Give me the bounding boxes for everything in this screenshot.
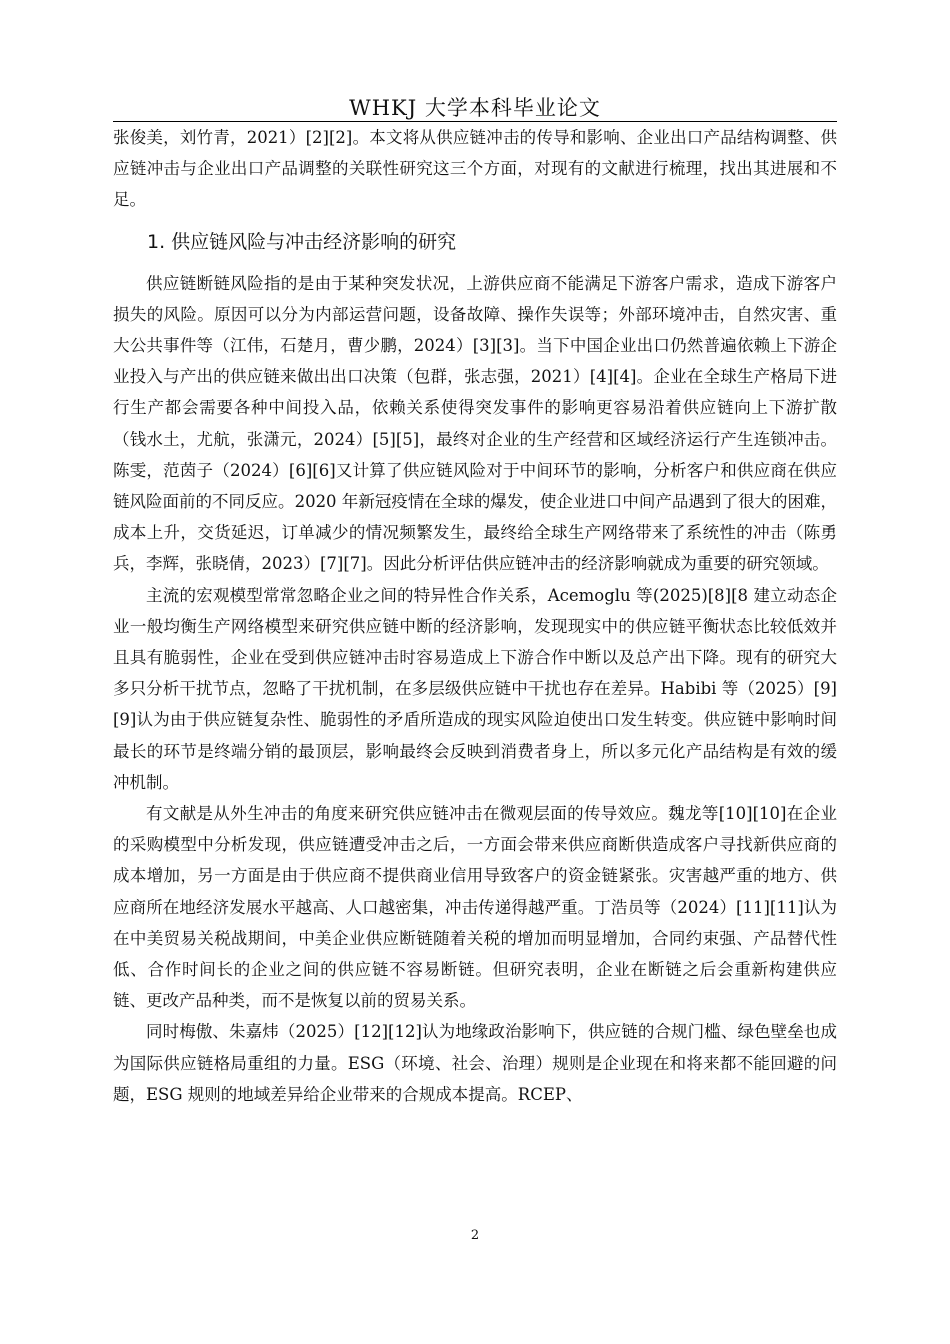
paragraph-geopolitics: 同时梅傲、朱嘉炜（2025）[12][12]认为地缘政治影响下，供应链的合规门槛、绿色壁垒也成为国际供应链格局重组的力量。ESG（环境、社会、治理）规则是企业现在和将来都不能回避的问题，ESG 规则的地域差异给企业带来的合规成本提高。RCEP、 [113,1022,837,1104]
page-number: 2 [470,1228,480,1243]
paragraph-supply-chain-risk: 供应链断链风险指的是由于某种突发状况，上游供应商不能满足下游客户需求，造成下游客户损失的风险。原因可以分为内部运营问题，设备故障、操作失误等；外部环境冲击，自然灾害、重大公共事件等（江伟，石楚月，曹少鹏，2024）[3][3]。当下中国企业出口仍然普遍依赖上下游企业投入与产出的供应链来做出出口决策（包群，张志强，2021）[4][4]。企业在全球生产格局下进行生产都会需要各种中间投入品，依赖关系使得突发事件的影响更容易沿着供应链向上下游扩散（钱水土，尤航，张潇元，2024）[5][5]，最终对企业的生产经营和区域经济运行产生连锁冲击。陈雯，范茵子（2024）[6][6]又计算了供应链风险对于中间环节的影响，分析客户和供应商在供应链风险面前的不同反应。2020 年新冠疫情在全球的爆发，使企业进口中间产品遇到了很大的困难，成本上升，交货延迟，订单减少的情况频繁发生，最终给全球生产网络带来了系统性的冲击（陈勇兵，李辉，张晓倩，2023）[7][7]。因此分析评估供应链冲击的经济影响就成为重要的研究领域。 [113,273,837,574]
paragraph-macro-models: 主流的宏观模型常常忽略企业之间的特异性合作关系，Acemoglu 等(2025)[8][8 建立动态企业一般均衡生产网络模型来研究供应链中断的经济影响，发现现实中的供应链平衡状态比较低效并且具有脆弱性，企业在受到供应链冲击时容易造成上下游合作中断以及总产出下降。现有的研究大多只分析干扰节点，忽略了干扰机制，在多层级供应链中干扰也存在差异。Habibi 等（2025）[9][9]认为由于供应链复杂性、脆弱性的矛盾所造成的现实风险迫使出口发生转变。供应链中影响时间最长的环节是终端分销的最顶层，影响最终会反映到消费者身上，所以多元化产品结构是有效的缓冲机制。 [113,585,837,792]
paragraph-micro-transmission: 有文献是从外生冲击的角度来研究供应链冲击在微观层面的传导效应。魏龙等[10][10]在企业的采购模型中分析发现，供应链遭受冲击之后，一方面会带来供应商断供造成客户寻找新供应商的成本增加，另一方面是由于供应商不提供商业信用导致客户的资金链紧张。灾害越严重的地方、供应商所在地经济发展水平越高、人口越密集，冲击传递得越严重。丁浩员等（2024）[11][11]认为在中美贸易关税战期间，中美企业供应断链随着关税的增加而明显增加，合同约束强、产品替代性低、合作时间长的企业之间的供应链不容易断链。但研究表明，企业在断链之后会重新构建供应链、更改产品种类，而不是恢复以前的贸易关系。 [113,804,837,1011]
section-heading: 1. 供应链风险与冲击经济影响的研究 [147,230,457,253]
document-body [113,122,837,1110]
page-header-title: WHKJ 大学本科毕业论文 [349,96,601,120]
paragraph-intro-continued: 张俊美，刘竹青，2021）[2][2]。本文将从供应链冲击的传导和影响、企业出口产品结构调整、供应链冲击与企业出口产品调整的关联性研究这三个方面，对现有的文献进行梳理，找出其进展和不足。 [113,128,837,210]
